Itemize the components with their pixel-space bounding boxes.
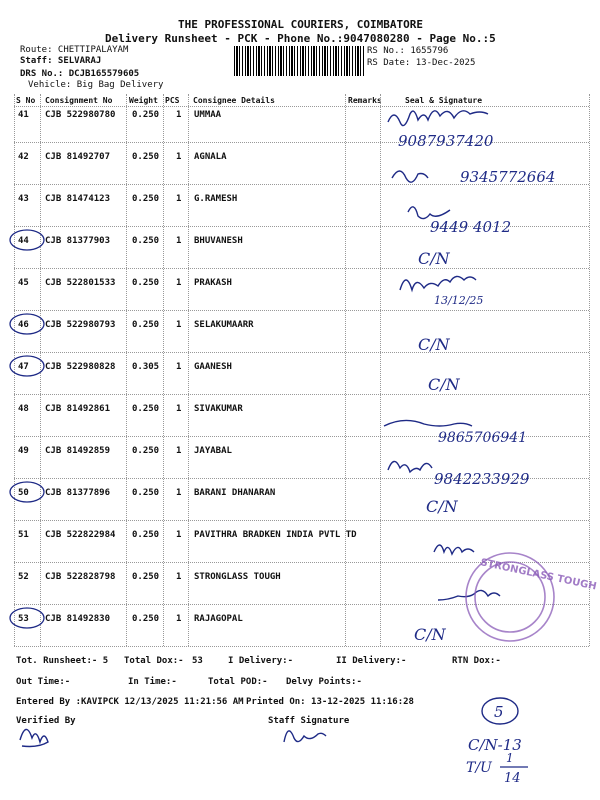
cell-sno: 46 (18, 320, 29, 330)
cell-consignee: RAJAGOPAL (194, 614, 243, 624)
hw-46: C/N (418, 335, 450, 354)
stamp-text: STRONGLASS TOUGH (479, 557, 598, 593)
cell-pcs: 1 (176, 320, 182, 330)
cell-pcs: 1 (176, 362, 182, 372)
drs-number: DRS No.: DCJB165579605 (20, 69, 140, 79)
verified-by: Verified By (16, 716, 76, 726)
cell-pcs: 1 (176, 404, 182, 414)
cell-consignee: PAVITHRA BRADKEN INDIA PVTL TD (194, 530, 357, 540)
out-time: Out Time:- (16, 677, 71, 687)
cell-consignee: AGNALA (194, 152, 227, 162)
cell-pcs: 1 (176, 236, 182, 246)
col-consignee: Consignee Details (193, 96, 275, 105)
cell-weight: 0.250 (132, 152, 160, 162)
cell-weight: 0.250 (132, 110, 160, 120)
signature-48 (384, 420, 472, 426)
signature-51 (434, 545, 474, 554)
total-dox-label: Total Dox:- (124, 656, 184, 666)
cell-sno: 53 (18, 614, 29, 624)
cell-consignment: CJB 81377896 (45, 488, 111, 498)
hw-42: 9345772664 (460, 168, 556, 186)
rs-date: RS Date: 13-Dec-2025 (367, 58, 476, 68)
cell-consignment: CJB 81492859 (45, 446, 111, 456)
cell-pcs: 1 (176, 530, 182, 540)
cell-weight: 0.250 (132, 278, 160, 288)
note-cn-13: C/N-13 (468, 736, 522, 754)
cell-weight: 0.250 (132, 488, 160, 498)
signature-49 (388, 461, 432, 472)
cell-consignment: CJB 81492861 (45, 404, 111, 414)
staff-signature-label: Staff Signature (268, 716, 350, 726)
hw-43: 9449 4012 (430, 218, 512, 236)
note-one: 1 (506, 751, 514, 765)
cell-weight: 0.250 (132, 404, 160, 414)
cell-sno: 50 (18, 488, 29, 498)
cell-pcs: 1 (176, 572, 182, 582)
cell-sno: 49 (18, 446, 29, 456)
hw-50: C/N (426, 497, 458, 516)
company-title: THE PROFESSIONAL COURIERS, COIMBATORE (178, 18, 424, 31)
cell-sno: 44 (18, 236, 29, 246)
runsheet-subtitle: Delivery Runsheet - PCK - Phone No.:9047080280 - Page No.:5 (105, 32, 496, 45)
ii-delivery: II Delivery:- (336, 656, 407, 666)
cell-consignee: SELAKUMAARR (194, 320, 254, 330)
cell-pcs: 1 (176, 614, 182, 624)
cell-pcs: 1 (176, 110, 182, 120)
cell-consignee: PRAKASH (194, 278, 232, 288)
cell-consignment: CJB 81377903 (45, 236, 111, 246)
cell-sno: 41 (18, 110, 29, 120)
cell-consignment: CJB 522828798 (45, 572, 116, 582)
cell-consignee: STRONGLASS TOUGH (194, 572, 281, 582)
cell-sno: 42 (18, 152, 29, 162)
col-consignment: Consignment No (45, 96, 113, 105)
cell-consignment: CJB 522980828 (45, 362, 116, 372)
tot-runsheet: Tot. Runsheet:- 5 (16, 656, 109, 666)
cell-pcs: 1 (176, 488, 182, 498)
rs-number: RS No.: 1655796 (367, 46, 449, 56)
signature-42 (392, 171, 428, 182)
circle-53 (10, 608, 44, 628)
cell-weight: 0.250 (132, 194, 160, 204)
route-label: Route: CHETTIPALAYAM (20, 45, 129, 55)
signature-41 (388, 111, 488, 126)
staff-label: Staff: SELVARAJ (20, 56, 102, 66)
cell-weight: 0.250 (132, 320, 160, 330)
hw-45: 13/12/25 (434, 294, 484, 307)
cell-weight: 0.250 (132, 530, 160, 540)
cell-weight: 0.250 (132, 572, 160, 582)
cell-consignee: BARANI DHANARAN (194, 488, 276, 498)
cell-consignee: G.RAMESH (194, 194, 238, 204)
note-tu: T/U (466, 760, 492, 776)
vehicle-label: Vehicle: Big Bag Delivery (28, 80, 164, 90)
signature-52 (438, 590, 500, 600)
col-weight: Weight (129, 96, 158, 105)
cell-consignment: CJB 81474123 (45, 194, 111, 204)
col-sno: S No (16, 96, 36, 105)
signature-45 (400, 276, 476, 290)
cell-sno: 48 (18, 404, 29, 414)
hw-48: 9865706941 (438, 430, 528, 446)
col-remarks: Remarks (348, 96, 382, 105)
cell-sno: 45 (18, 278, 29, 288)
cell-consignment: CJB 522801533 (45, 278, 116, 288)
cell-weight: 0.305 (132, 362, 160, 372)
cell-consignment: CJB 81492707 (45, 152, 111, 162)
hw-44: C/N (418, 249, 450, 268)
rtn-dox: RTN Dox:- (452, 656, 501, 666)
cell-weight: 0.250 (132, 446, 160, 456)
verified-signature (20, 729, 48, 746)
delvy-points: Delvy Points:- (286, 677, 362, 687)
cell-sno: 51 (18, 530, 29, 540)
total-dox-value: 53 (192, 656, 203, 666)
hw-47: C/N (428, 375, 460, 394)
entered-by: Entered By :KAVIPCK 12/13/2025 11:21:56 AM (16, 697, 244, 707)
cell-consignee: GAANESH (194, 362, 232, 372)
cell-consignee: UMMAA (194, 110, 222, 120)
cell-weight: 0.250 (132, 614, 160, 624)
cell-sno: 52 (18, 572, 29, 582)
circle-50 (10, 482, 44, 502)
i-delivery: I Delivery:- (228, 656, 294, 666)
cell-pcs: 1 (176, 278, 182, 288)
col-pcs: PCS (165, 96, 180, 105)
signature-43 (408, 207, 450, 219)
signature-scribbles (20, 111, 500, 747)
circle-44 (10, 230, 44, 250)
col-seal-signature: Seal & Signature (405, 96, 483, 105)
hw-49: 9842233929 (434, 470, 530, 488)
cell-consignee: BHUVANESH (194, 236, 243, 246)
cell-consignment: CJB 81492830 (45, 614, 111, 624)
note-fourteen: 14 (504, 771, 521, 786)
cell-weight: 0.250 (132, 236, 160, 246)
staff-signature (284, 731, 326, 742)
hw-53: C/N (414, 625, 446, 644)
circled-5: 5 (494, 703, 504, 721)
cell-pcs: 1 (176, 152, 182, 162)
printed-on: Printed On: 13-12-2025 11:16:28 (246, 697, 414, 707)
cell-consignment: CJB 522822984 (45, 530, 116, 540)
cell-sno: 47 (18, 362, 29, 372)
cell-pcs: 1 (176, 446, 182, 456)
cell-sno: 43 (18, 194, 29, 204)
total-pod: Total POD:- (208, 677, 268, 687)
cell-pcs: 1 (176, 194, 182, 204)
cell-consignee: SIVAKUMAR (194, 404, 243, 414)
hw-41: 9087937420 (398, 132, 494, 150)
circle-47 (10, 356, 44, 376)
circle-46 (10, 314, 44, 334)
in-time: In Time:- (128, 677, 177, 687)
cell-consignment: CJB 522980793 (45, 320, 116, 330)
cell-consignment: CJB 522980780 (45, 110, 116, 120)
cell-consignee: JAYABAL (194, 446, 232, 456)
